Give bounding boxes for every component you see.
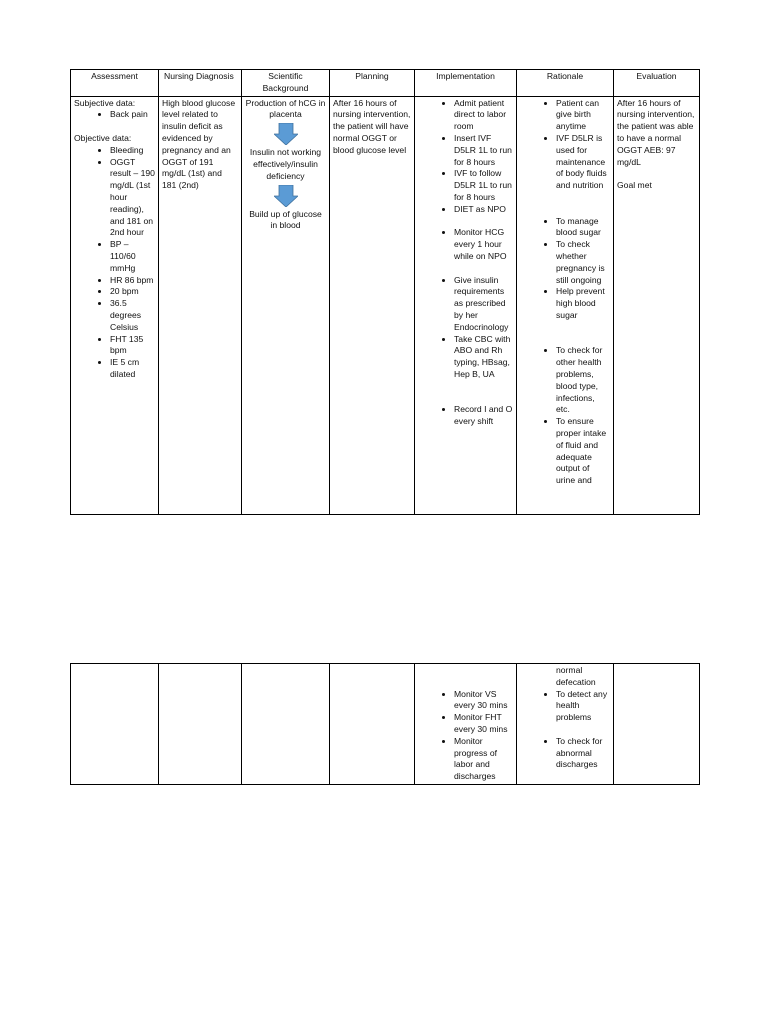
rationale-cell	[517, 664, 614, 785]
list-item: • To detect any health problems	[556, 689, 610, 724]
header-planning: Planning	[330, 70, 415, 97]
background-step-3: Build up of glucose in blood	[249, 208, 322, 231]
background-step-1: Production of hCG in placenta	[245, 97, 326, 120]
list-item: • To check for other health problems, blood type, infections, etc.	[556, 345, 610, 416]
background-cell	[242, 96, 330, 514]
diagnosis-cell	[159, 96, 242, 514]
diagnosis-text: High blood glucose level related to insulin deficit as evidenced by pregnancy and an OGGT of 191 mg/dL (1st) and 181 (2nd)	[162, 97, 236, 191]
objective-list	[74, 145, 155, 381]
planning-text: After 16 hours of nursing intervention, the patient will have normal OGGT or blood glucose level	[333, 97, 411, 155]
rationale-cell	[517, 96, 614, 514]
background-cell	[242, 664, 330, 785]
list-item: • IVF to follow D5LR 1L to run for 8 hours	[454, 168, 513, 203]
header-nursing-diagnosis: Nursing Diagnosis	[159, 70, 242, 97]
list-item: • Help prevent high blood sugar	[556, 286, 610, 321]
header-evaluation: Evaluation	[614, 70, 700, 97]
background-step-2: Insulin not working effectively/insulin deficiency	[249, 147, 322, 181]
care-plan-table-continued	[70, 663, 700, 785]
list-item: • OGGT result – 190 mg/dL (1st hour reading), and 181 on 2nd hour	[110, 157, 155, 240]
evaluation-result: Goal met	[617, 180, 652, 191]
continuation-row	[71, 664, 700, 785]
evaluation-cell	[614, 96, 700, 514]
header-row	[71, 70, 700, 97]
content-row	[71, 96, 700, 514]
list-item: • Monitor VS every 30 mins	[454, 689, 513, 713]
list-item: • To ensure proper intake of fluid and adequate output of urine and	[556, 416, 610, 487]
down-arrow-icon	[274, 123, 298, 145]
list-item: • IE 5 cm dilated	[110, 357, 155, 381]
care-plan-table	[70, 69, 700, 515]
list-item: • DIET as NPO	[454, 204, 513, 216]
list-item: • To check for abnormal discharges	[556, 736, 610, 771]
header-assessment: Assessment	[71, 70, 159, 97]
list-item: • Admit patient direct to labor room	[454, 98, 513, 133]
list-item: • Patient can give birth anytime	[556, 98, 610, 133]
header-implementation: Implementation	[415, 70, 517, 97]
header-rationale: Rationale	[517, 70, 614, 97]
list-item: • Insert IVF D5LR 1L to run for 8 hours	[454, 133, 513, 168]
implementation-cell	[415, 664, 517, 785]
list-item: • Back pain	[110, 109, 155, 121]
list-item: • To check whether pregnancy is still ongoing	[556, 239, 610, 286]
assessment-cell	[71, 96, 159, 514]
list-item: • Take CBC with ABO and Rh typing, HBsag, Hep B, UA	[454, 334, 513, 381]
diagnosis-cell	[159, 664, 242, 785]
assessment-cell	[71, 664, 159, 785]
subjective-label: Subjective data:	[74, 97, 136, 108]
implementation-list	[418, 98, 513, 428]
list-item: • Give insulin requirements as prescribed by her Endocrinology	[454, 275, 513, 334]
list-item: • HR 86 bpm	[110, 275, 155, 287]
list-item: • IVF D5LR is used for maintenance of body fluids and nutrition	[556, 133, 610, 192]
rationale-list	[520, 689, 610, 772]
list-item: • Monitor FHT every 30 mins	[454, 712, 513, 736]
planning-cell	[330, 664, 415, 785]
implementation-cell	[415, 96, 517, 514]
rationale-list	[520, 98, 610, 487]
evaluation-text: After 16 hours of nursing intervention, the patient was able to have a normal OGGT AEB: 97 mg/dL	[617, 97, 695, 167]
subjective-list	[74, 109, 155, 121]
planning-cell	[330, 96, 415, 514]
list-item: • To manage blood sugar	[556, 216, 610, 240]
rationale-continuation: normal defecation	[556, 665, 596, 687]
list-item: • Record I and O every shift	[454, 404, 513, 428]
down-arrow-icon	[274, 185, 298, 207]
implementation-list	[418, 689, 513, 783]
list-item: • BP – 110/60 mmHg	[110, 239, 155, 274]
list-item: • FHT 135 bpm	[110, 334, 155, 358]
evaluation-cell	[614, 664, 700, 785]
list-item: • 36.5 degrees Celsius	[110, 298, 155, 333]
objective-label: Objective data:	[74, 132, 132, 143]
list-item: • Monitor progress of labor and discharges	[454, 736, 513, 783]
header-scientific-background: Scientific Background	[242, 70, 330, 97]
list-item: • Bleeding	[110, 145, 155, 157]
list-item: • Monitor HCG every 1 hour while on NPO	[454, 227, 513, 262]
list-item: • 20 bpm	[110, 286, 155, 298]
